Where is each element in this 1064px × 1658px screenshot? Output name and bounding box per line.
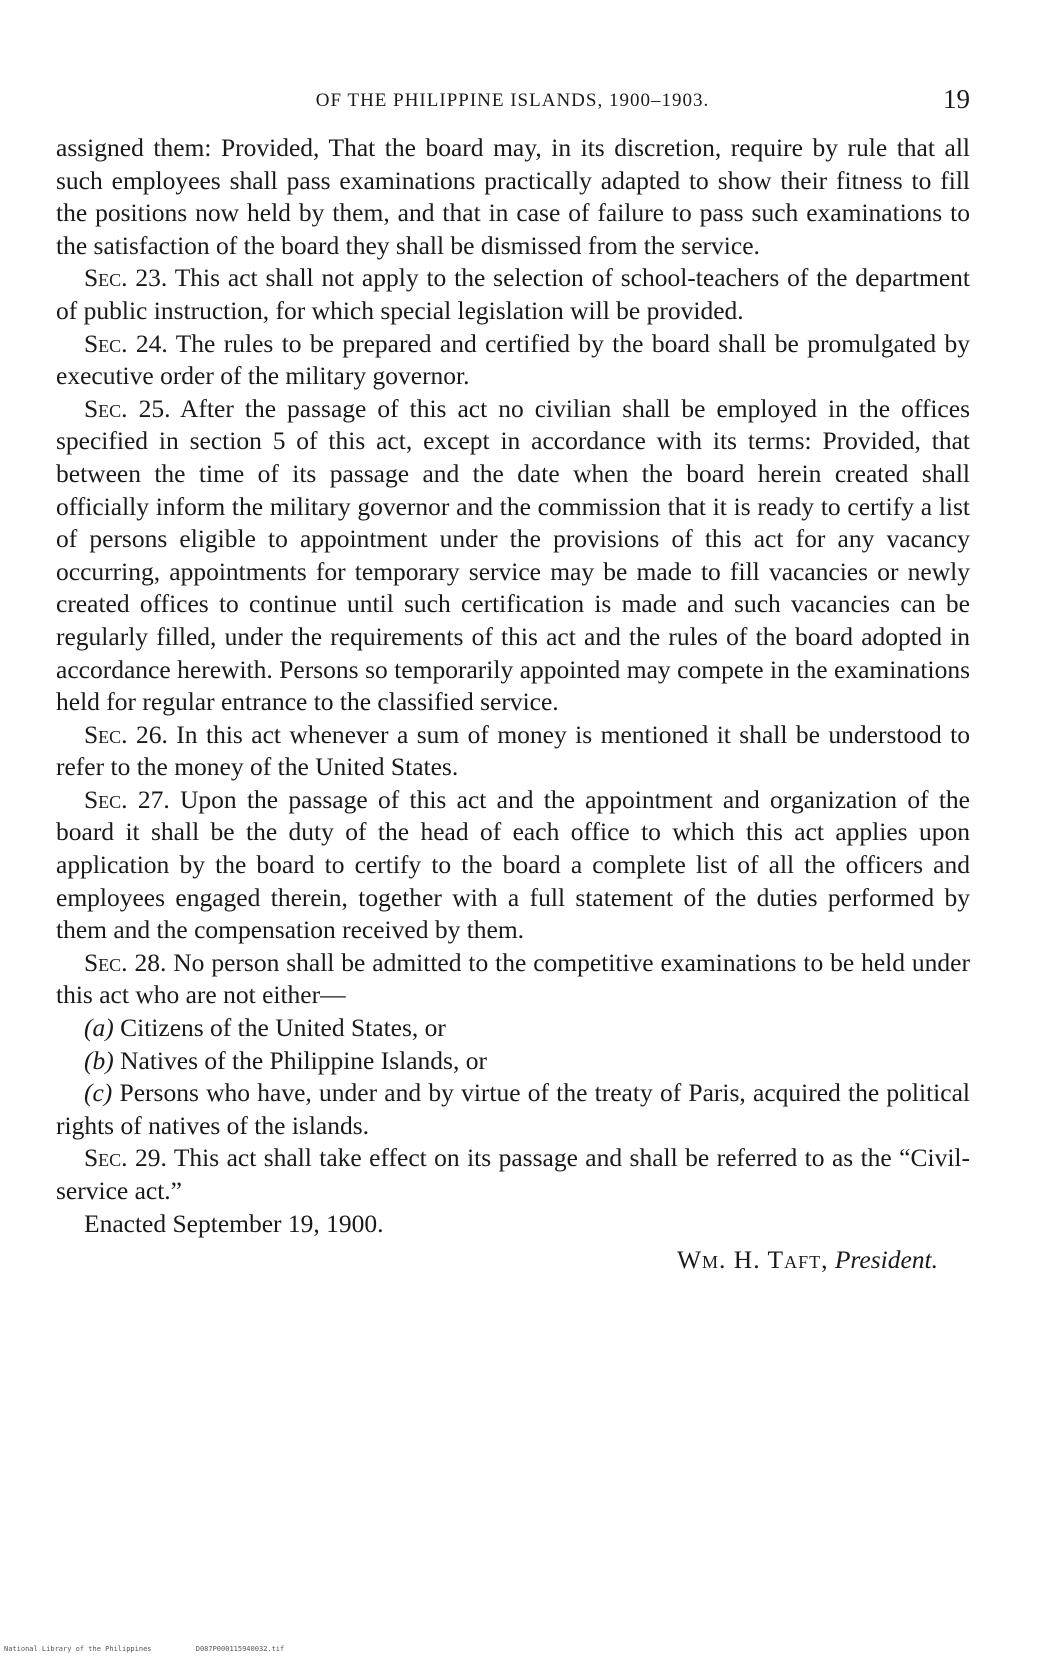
section-label: Sec. 28.: [84, 947, 167, 977]
signature-name: Wm. H. Taft,: [676, 1244, 829, 1274]
running-head: [55, 84, 970, 124]
file-id: D087P000115940032.tif: [195, 1645, 285, 1653]
section-23: [56, 262, 970, 327]
list-item-b: [56, 1045, 970, 1078]
section-24: [56, 328, 970, 393]
list-text: Natives of the Philippine Islands, or: [113, 1045, 487, 1075]
section-text: After the passage of this act no civilian shall be employed in the offices specified in section 5 of this act, except in accordance with its terms: Provided, that between the time of its passage and the date when the board herein created shall officially inform the military governor and the commission that it is ready to certify a list of persons eligible to appointment under the provisions of this act for any vacancy occurring, appointments for temporary service may be made to fill vacancies or newly created offices to continue until such certification is made and such vacancies can be regularly filled, under the requirements of this act and the rules of the board adopted in accordance herewith. Persons so temporarily appointed may compete in the examinations held for regular entrance to the classified service.: [56, 393, 970, 717]
body-text: [56, 132, 970, 1286]
section-label: Sec. 27.: [84, 784, 170, 814]
section-text: This act shall take effect on its passage and shall be referred to as the “Civil-service act.”: [56, 1143, 970, 1205]
enacted-date: Enacted September 19, 1900.: [84, 1208, 384, 1238]
list-text: Citizens of the United States, or: [113, 1013, 446, 1043]
section-25: [56, 393, 970, 719]
section-26: [56, 719, 970, 784]
section-text: In this act whenever a sum of money is mentioned it shall be understood to refer to the money of the United States.: [56, 719, 970, 782]
page-number: 19: [943, 84, 970, 114]
section-label: Sec. 24.: [84, 328, 168, 358]
list-item-c: [56, 1077, 970, 1142]
signature-title: President.: [834, 1244, 938, 1274]
section-label: Sec. 26.: [84, 719, 168, 749]
running-title: OF THE PHILIPPINE ISLANDS, 1900–1903.: [315, 90, 710, 111]
paragraph-continuation: assigned them: Provided, That the board may, in its discretion, require by rule that all such employees shall pass examinations practically adapted to show their fitness to fill the positions now held by them, and that in case of failure to pass such examinations to the satisfaction of the board they shall be dismissed from the service.: [56, 133, 970, 260]
section-label: Sec. 23.: [84, 263, 168, 293]
section-text: This act shall not apply to the selection of school-teachers of the department of public instruction, for which special legislation will be provided.: [56, 263, 970, 325]
enactment-block: [56, 1208, 970, 1286]
section-29: [56, 1142, 970, 1207]
list-marker: (c): [84, 1078, 113, 1108]
section-28: [56, 947, 970, 1012]
section-27: [56, 784, 970, 947]
scan-footer: [4, 1645, 324, 1653]
list-item-a: [56, 1012, 970, 1045]
library-credit: National Library of the Philippines: [4, 1645, 152, 1653]
section-text: No person shall be admitted to the competitive examinations to be held under this act who are not either—: [56, 947, 970, 1010]
list-marker: (a): [84, 1013, 114, 1043]
section-label: Sec. 25.: [84, 393, 171, 423]
list-text: Persons who have, under and by virtue of the treaty of Paris, acquired the political rights of natives of the islands.: [56, 1078, 970, 1140]
section-text: Upon the passage of this act and the appointment and organization of the board it shall be the duty of the head of each office to which this act applies upon application by the board to certify to the board a complete list of all the officers and employees engaged therein, together with a full statement of the duties performed by them and the compensation received by them.: [56, 784, 970, 945]
list-marker: (b): [84, 1045, 114, 1075]
section-label: Sec. 29.: [84, 1143, 167, 1173]
section-text: The rules to be prepared and certified by the board shall be promulgated by executive order of the military governor.: [56, 328, 970, 391]
signature: [677, 1244, 938, 1277]
